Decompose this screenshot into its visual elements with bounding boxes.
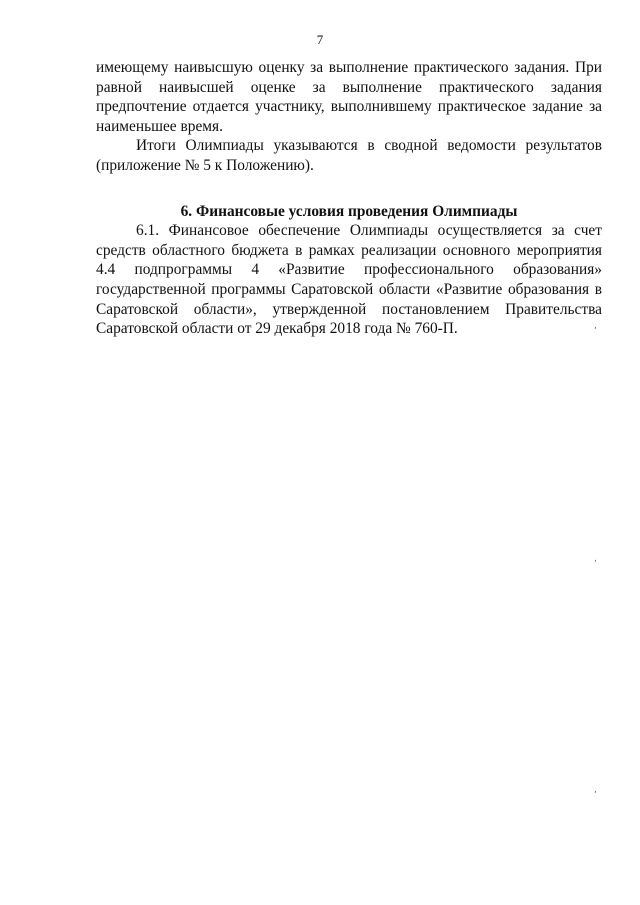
section-heading-financial-conditions: 6. Финансовые условия проведения Олимпиады [180, 202, 518, 220]
page-number: 7 [316, 32, 324, 47]
paragraph-6-1: 6.1. Финансовое обеспечение Олимпиады осуществляется за счет средств областного бюджета в рамках реализации основного мероприятия 4.4 подпрограммы 4 «Развитие профессионального образования» государственной программы Саратовской области «Развитие образования в Саратовской области», утвержденной постановлением Правительства Саратовской области от 29 декабря 2018 года № 760-П. [96, 222, 602, 338]
scan-speck: , [594, 785, 597, 795]
paragraph-continuation: имеющему наивысшую оценку за выполнение практического задания. При равной наивысшей оценке за выполнение практического задания предпочтение отдается участнику, выполнившему практическое задание за наименьшее время. [96, 59, 602, 135]
paragraph-results: Итоги Олимпиады указываются в сводной ведомости результатов (приложение № 5 к Положению). [96, 137, 602, 174]
page-content [96, 58, 602, 339]
scan-speck: , [594, 321, 597, 331]
scan-speck: , [594, 554, 597, 564]
